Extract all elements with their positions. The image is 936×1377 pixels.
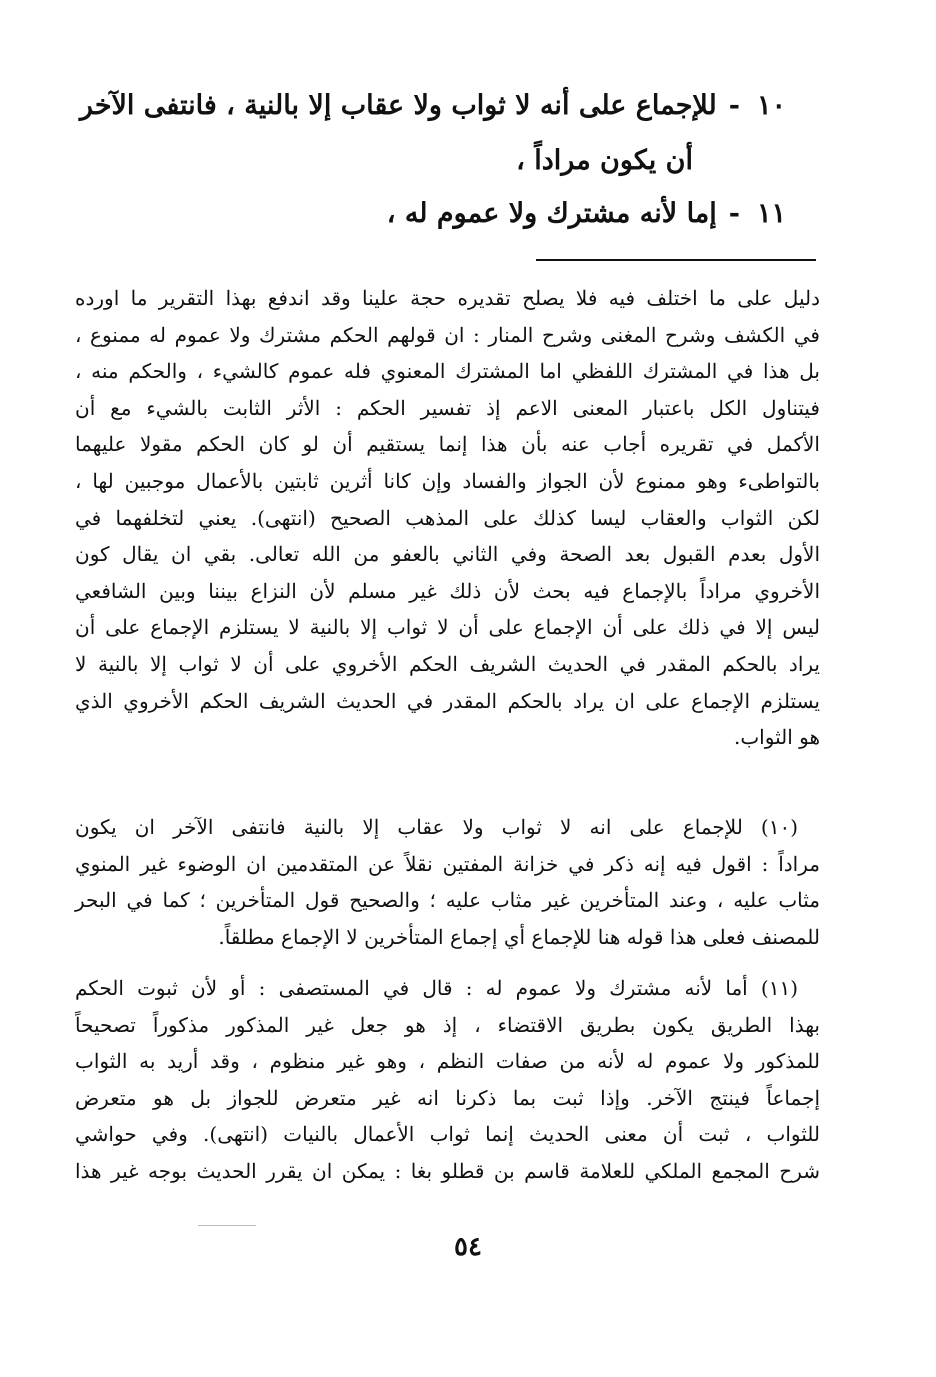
footnote-line: يراد بالحكم المقدر في الحديث الشريف الحكم الأخروي على أن لا ثواب إلا بالنية لا xyxy=(75,651,820,676)
footnote-line: (١٠) للإجماع على انه لا ثواب ولا عقاب إلا بالنية فانتفى الآخر ان يكون xyxy=(75,815,798,839)
item-text: للإجماع على أنه لا ثواب ولا عقاب إلا بالنية ، فانتفى الآخر xyxy=(79,90,717,121)
page-number: ٥٤ xyxy=(454,1232,482,1262)
footnote-line: شرح المجمع الملكي للعلامة قاسم بن قطلو بغا : يمكن ان يقرر الحديث بوجه غير هذا xyxy=(75,1158,820,1183)
footnote-line: بهذا الطريق يكون بطريق الاقتضاء ، إذ هو جعل غير المذكور مذكوراً تصحيحاً xyxy=(75,1012,820,1037)
footnote-line: دليل على ما اختلف فيه فلا يصلح تقديره حجة علينا وقد اندفع بهذا التقرير ما اورده xyxy=(75,286,820,310)
item-text: إما لأنه مشترك ولا عموم له ، xyxy=(386,198,717,229)
footnote-block-3 xyxy=(75,970,820,1190)
main-item-10 xyxy=(79,78,786,133)
footnote-line: الأكمل في تقريره أجاب عنه بأن هذا إنما يستقيم أن لو كان الحكم مقولا عليهما xyxy=(75,432,820,457)
footnote-line: هو الثواب. xyxy=(734,725,820,750)
scan-mark xyxy=(198,1225,256,1226)
footnote-line: بالتواطىء وهو ممنوع لأن الجواز والفساد وإن كانا أثرين ثابتين بالأعمال موجبين لها ، xyxy=(75,468,820,493)
main-item-11 xyxy=(96,186,786,241)
footnote-line: في الكشف وشرح المغنى وشرح المنار : ان قولهم الحكم مشترك ولا عموم له ممنوع ، xyxy=(75,322,820,347)
item-dash: - xyxy=(728,90,740,121)
footnote-line: مراداً : اقول فيه إنه ذكر في خزانة المفتين نقلاً عن المتقدمين ان الوضوء غير المنوي xyxy=(75,851,820,876)
footnote-line: فيتناول الكل باعتبار المعنى الاعم إذ تفسير الحكم : الأثر الثابت بالشيء مع أن xyxy=(75,395,820,420)
footnote-line: (١١) أما لأنه مشترك ولا عموم له : قال في المستصفى : أو لأن ثبوت الحكم xyxy=(75,976,798,1000)
footnote-line: للمصنف فعلى هذا قوله هنا للإجماع أي إجماع المتأخرين لا الإجماع مطلقاً. xyxy=(218,924,820,949)
footnote-line: الأول بعدم القبول بعد الصحة وفي الثاني بالعفو من الله تعالى. بقي ان يقال كون xyxy=(75,542,820,567)
item-number: ١٠ xyxy=(756,90,786,121)
footnote-line: الأخروي مراداً بالإجماع فيه بحث لأن ذلك غير مسلم لأن النزاع بيننا وبين الشافعي xyxy=(75,578,820,603)
footnote-line: مثاب عليه ، وعند المتأخرين غير مثاب عليه ؛ والصحيح قول المتأخرين ؛ كما في البحر xyxy=(75,888,820,913)
item-number: ١١ xyxy=(756,198,786,229)
footnote-separator xyxy=(536,259,816,261)
footnote-line: للمذكور ولا عموم له لأنه من صفات النظم ، وهو غير منظوم ، وقد أريد به الثواب xyxy=(75,1049,820,1074)
footnote-line: يستلزم الإجماع على ان يراد بالحكم المقدر في الحديث الشريف الحكم الأخروي الذي xyxy=(75,688,820,713)
footnote-block-2 xyxy=(75,809,820,955)
footnote-line: للثواب ، ثبت أن معنى الحديث إنما ثواب الأعمال بالنيات (انتهى). وفي حواشي xyxy=(75,1122,820,1147)
item-dash: - xyxy=(728,198,740,229)
footnote-line: ليس إلا في ذلك على أن الإجماع على أن لا ثواب إلا بالنية لا يستلزم الإجماع على أن xyxy=(75,615,820,640)
footnote-line: إجماعاً فينتج الآخر. وإذا ثبت بما ذكرنا انه غير متعرض للجواز بل هو متعرض xyxy=(75,1085,820,1110)
footnote-line: لكن الثواب والعقاب ليسا كذلك على المذهب الصحيح (انتهى). يعني لتخلفهما في xyxy=(75,505,820,530)
footnote-block-1 xyxy=(75,280,820,756)
footnote-line: بل هذا في المشترك اللفظي اما المشترك المعنوي فله عموم كالشيء ، والحكم منه ، xyxy=(75,359,820,384)
main-item-10-continuation: أن يكون مراداً ، xyxy=(516,145,693,176)
